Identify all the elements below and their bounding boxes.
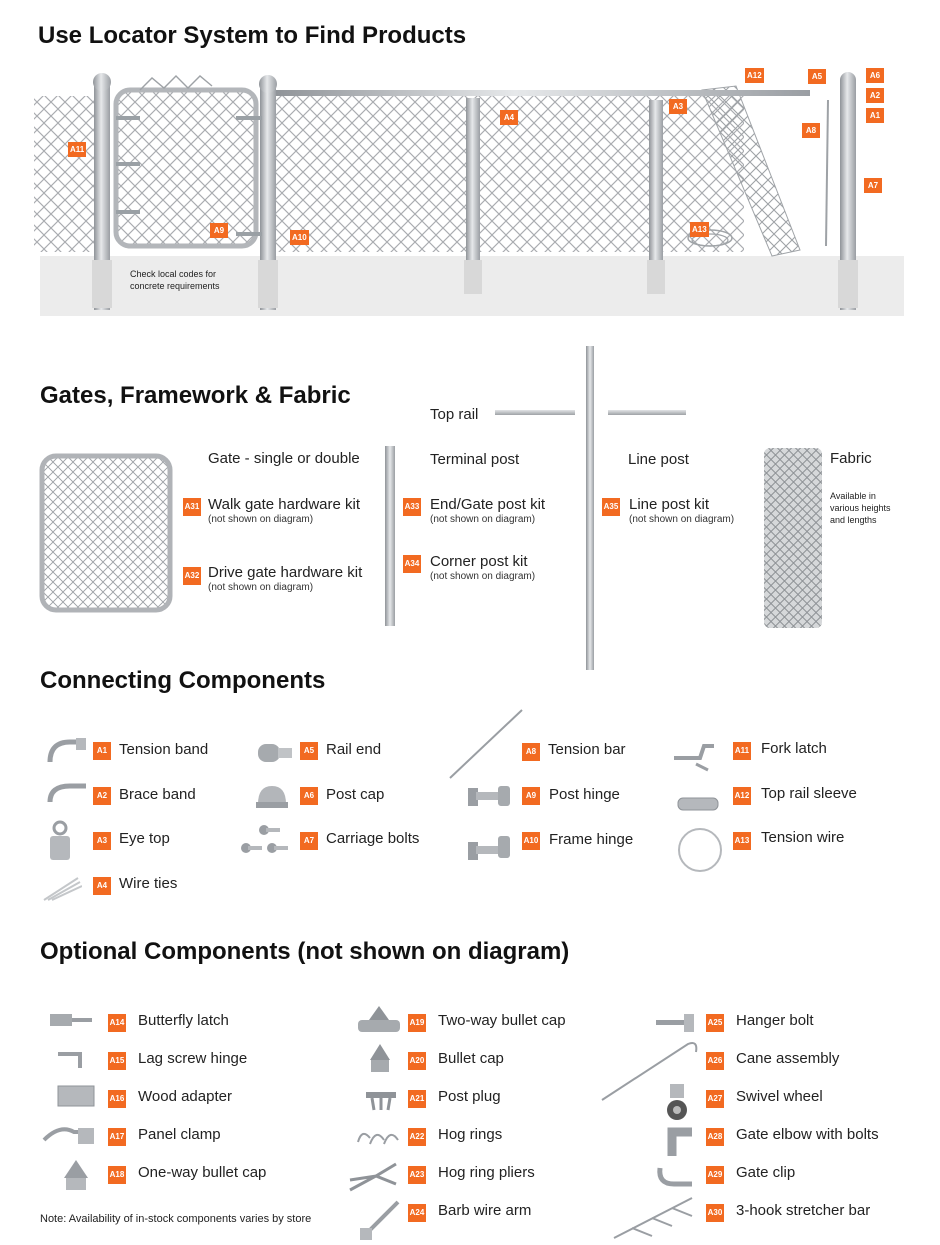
- badge-a17: A17: [108, 1128, 126, 1146]
- brace-band-icon: [46, 782, 90, 808]
- top-rail-label: Top rail: [430, 406, 479, 423]
- kit-drive-gate: Drive gate hardware kit: [208, 564, 363, 581]
- gate-clip-icon: [656, 1160, 696, 1188]
- badge-a13: A13: [733, 832, 751, 850]
- item-post-hinge: Post hinge: [549, 786, 620, 803]
- badge-a4: A4: [93, 877, 111, 895]
- diagram-badge-a11: A11: [68, 142, 86, 157]
- item-hog-rings: Hog rings: [438, 1126, 503, 1143]
- item-rail-end: Rail end: [326, 741, 382, 758]
- wood-adapter-icon: [54, 1082, 98, 1110]
- kit-corner-post: Corner post kit: [430, 553, 528, 570]
- kit-badge-a32: A32: [183, 567, 201, 585]
- locator-title: Use Locator System to Find Products: [38, 22, 467, 49]
- item-two-way-bullet-cap: Two-way bullet cap: [438, 1012, 566, 1029]
- kit-walk-gate-note: (not shown on diagram): [208, 514, 314, 525]
- badge-a28: A28: [706, 1128, 724, 1146]
- diagram-badge-a3: A3: [669, 99, 687, 114]
- butterfly-latch-icon: [46, 1008, 98, 1034]
- terminal-post-label: Terminal post: [430, 451, 520, 468]
- badge-a12: A12: [733, 787, 751, 805]
- frame-hinge-icon: [466, 830, 514, 864]
- item-wire-ties: Wire ties: [119, 875, 178, 892]
- item-tension-bar: Tension bar: [548, 741, 626, 758]
- concrete-note-line1: Check local codes for: [130, 269, 217, 279]
- item-tension-wire: Tension wire: [761, 829, 845, 846]
- badge-a21: A21: [408, 1090, 426, 1108]
- kit-line-post-note: (not shown on diagram): [629, 514, 735, 525]
- item-tension-band: Tension band: [119, 741, 209, 758]
- availability-note: Note: Availability of in-stock components varies by store: [40, 1213, 312, 1225]
- tension-wire-icon: [676, 826, 724, 874]
- kit-badge-a35: A35: [602, 498, 620, 516]
- line-post-label: Line post: [628, 451, 689, 468]
- diagram-badge-a6: A6: [866, 68, 884, 83]
- fabric-label: Fabric: [830, 450, 872, 467]
- badge-a26: A26: [706, 1052, 724, 1070]
- two-way-bullet-cap-icon: [356, 1004, 402, 1040]
- badge-a1: A1: [93, 742, 111, 760]
- diagram-badge-a1: A1: [866, 108, 884, 123]
- top-rail-image-right: [608, 410, 686, 415]
- item-gate-clip: Gate clip: [736, 1164, 796, 1181]
- one-way-bullet-cap-icon: [58, 1158, 94, 1194]
- item-post-cap: Post cap: [326, 786, 385, 803]
- fabric-note-line3: and lengths: [830, 515, 877, 525]
- line-post-image: [586, 346, 594, 670]
- badge-a18: A18: [108, 1166, 126, 1184]
- eye-top-icon: [46, 820, 74, 862]
- post-hinge-icon: [466, 780, 514, 812]
- badge-a8: A8: [522, 743, 540, 761]
- item-fork-latch: Fork latch: [761, 740, 827, 757]
- badge-a27: A27: [706, 1090, 724, 1108]
- badge-a3: A3: [93, 832, 111, 850]
- badge-a7: A7: [300, 832, 318, 850]
- post-cap-icon: [254, 782, 290, 810]
- concrete-note: [130, 268, 220, 292]
- badge-a14: A14: [108, 1014, 126, 1032]
- item-butterfly-latch: Butterfly latch: [138, 1012, 229, 1029]
- hog-ring-pliers-icon: [346, 1160, 402, 1196]
- item-eye-top: Eye top: [119, 830, 170, 847]
- diagram-badge-a9: A9: [210, 223, 228, 238]
- item-stretcher-bar: 3-hook stretcher bar: [736, 1202, 871, 1219]
- kit-drive-gate-note: (not shown on diagram): [208, 582, 314, 593]
- kit-end-gate-post: End/Gate post kit: [430, 496, 546, 513]
- badge-a2: A2: [93, 787, 111, 805]
- diagram-badge-a13: A13: [690, 222, 709, 237]
- item-barb-wire-arm: Barb wire arm: [438, 1202, 532, 1219]
- item-lag-screw-hinge: Lag screw hinge: [138, 1050, 248, 1067]
- gate-label: Gate - single or double: [208, 450, 360, 467]
- tension-bar-icon: [448, 708, 524, 780]
- top-rail-image-left: [495, 410, 575, 415]
- badge-a15: A15: [108, 1052, 126, 1070]
- item-panel-clamp: Panel clamp: [138, 1126, 221, 1143]
- diagram-badge-a5: A5: [808, 69, 826, 84]
- item-top-rail-sleeve: Top rail sleeve: [761, 785, 857, 802]
- item-cane-assembly: Cane assembly: [736, 1050, 840, 1067]
- item-wood-adapter: Wood adapter: [138, 1088, 232, 1105]
- diagram-badge-a4: A4: [500, 110, 518, 125]
- bullet-cap-icon: [366, 1042, 394, 1076]
- carriage-bolts-icon: [234, 822, 294, 858]
- badge-a11: A11: [733, 742, 751, 760]
- lag-screw-hinge-icon: [54, 1046, 94, 1072]
- barb-wire-arm-icon: [358, 1196, 402, 1242]
- badge-a19: A19: [408, 1014, 426, 1032]
- stretcher-bar-icon: [612, 1192, 702, 1242]
- optional-title: Optional Components (not shown on diagram): [40, 938, 570, 965]
- kit-walk-gate: Walk gate hardware kit: [208, 496, 361, 513]
- badge-a9: A9: [522, 787, 540, 805]
- fabric-roll-image: [762, 446, 824, 630]
- gate-image: [38, 452, 174, 614]
- kit-badge-a31: A31: [183, 498, 201, 516]
- badge-a22: A22: [408, 1128, 426, 1146]
- badge-a16: A16: [108, 1090, 126, 1108]
- item-gate-elbow: Gate elbow with bolts: [736, 1126, 879, 1143]
- item-post-plug: Post plug: [438, 1088, 501, 1105]
- diagram-badge-a10: A10: [290, 230, 309, 245]
- badge-a10: A10: [522, 832, 540, 850]
- diagram-badge-a2: A2: [866, 88, 884, 103]
- item-brace-band: Brace band: [119, 786, 196, 803]
- badge-a23: A23: [408, 1166, 426, 1184]
- kit-line-post: Line post kit: [629, 496, 710, 513]
- panel-clamp-icon: [40, 1120, 98, 1152]
- item-frame-hinge: Frame hinge: [549, 831, 634, 848]
- item-bullet-cap: Bullet cap: [438, 1050, 504, 1067]
- kit-badge-a33: A33: [403, 498, 421, 516]
- diagram-badge-a7: A7: [864, 178, 882, 193]
- badge-a29: A29: [706, 1166, 724, 1184]
- item-one-way-bullet-cap: One-way bullet cap: [138, 1164, 267, 1181]
- wire-ties-icon: [42, 872, 82, 902]
- top-rail-sleeve-icon: [676, 795, 720, 813]
- kit-badge-a34: A34: [403, 555, 421, 573]
- rail-end-icon: [254, 738, 294, 768]
- fabric-note-line1: Available in: [830, 491, 876, 501]
- item-hanger-bolt: Hanger bolt: [736, 1012, 814, 1029]
- gate-elbow-icon: [664, 1122, 696, 1158]
- swivel-wheel-icon: [662, 1082, 692, 1122]
- tension-band-icon: [46, 736, 90, 766]
- post-plug-icon: [364, 1088, 398, 1112]
- hanger-bolt-icon: [654, 1012, 698, 1034]
- concrete-note-line2: concrete requirements: [130, 281, 220, 291]
- item-carriage-bolts: Carriage bolts: [326, 830, 420, 847]
- diagram-badge-a12: A12: [745, 68, 764, 83]
- badge-a6: A6: [300, 787, 318, 805]
- diagram-badge-a8: A8: [802, 123, 820, 138]
- badge-a25: A25: [706, 1014, 724, 1032]
- terminal-post-image: [385, 446, 395, 626]
- connecting-title: Connecting Components: [40, 667, 326, 694]
- badge-a20: A20: [408, 1052, 426, 1070]
- badge-a24: A24: [408, 1204, 426, 1222]
- fabric-note: [830, 490, 891, 526]
- kit-end-gate-post-note: (not shown on diagram): [430, 514, 536, 525]
- item-hog-ring-pliers: Hog ring pliers: [438, 1164, 535, 1181]
- hog-rings-icon: [354, 1124, 402, 1150]
- fork-latch-icon: [670, 738, 720, 772]
- badge-a30: A30: [706, 1204, 724, 1222]
- kit-corner-post-note: (not shown on diagram): [430, 571, 536, 582]
- badge-a5: A5: [300, 742, 318, 760]
- fabric-note-line2: various heights: [830, 503, 891, 513]
- gates-title: Gates, Framework & Fabric: [40, 382, 351, 409]
- item-swivel-wheel: Swivel wheel: [736, 1088, 823, 1105]
